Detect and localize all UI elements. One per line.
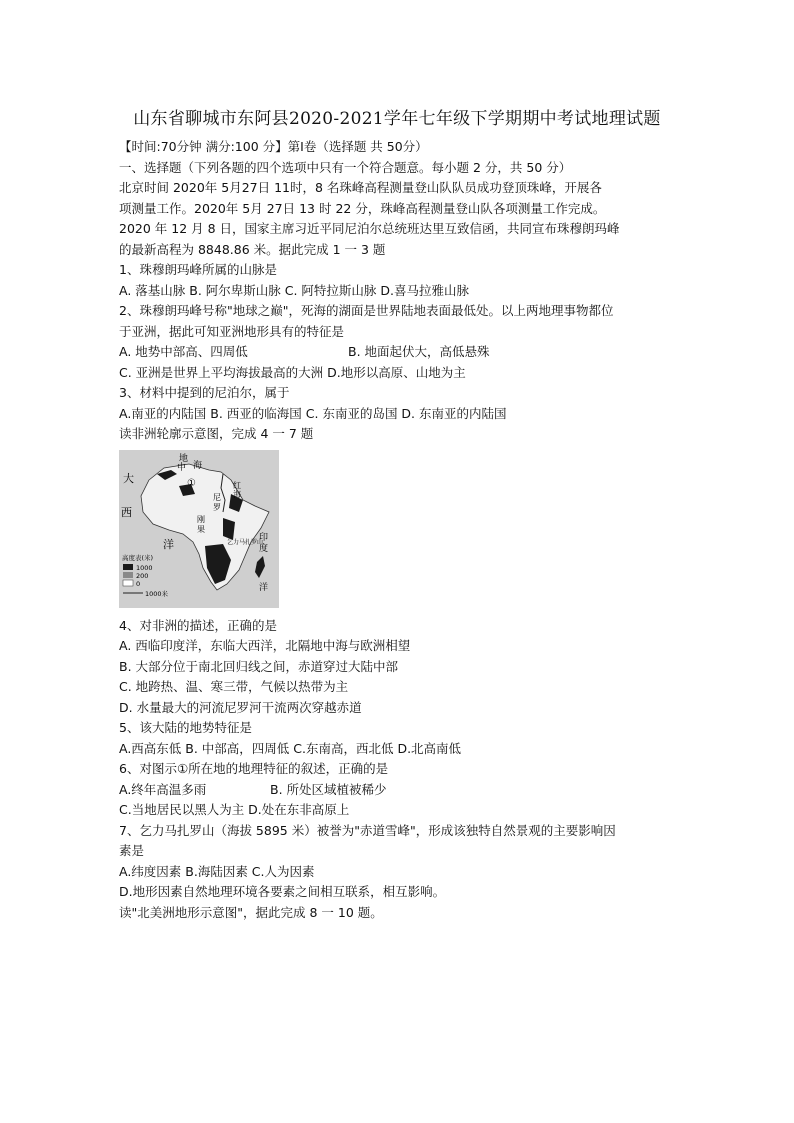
map-label: 洋 [163, 537, 174, 551]
question-4-stem: 4、对非洲的描述，正确的是 [119, 617, 277, 633]
legend-level: 0 [136, 579, 141, 588]
question-1-options: A. 落基山脉 B. 阿尔卑斯山脉 C. 阿特拉斯山脉 D.喜马拉雅山脉 [119, 282, 469, 298]
page-title: 山东省聊城市东阿县2020-2021学年七年级下学期期中考试地理试题 [133, 109, 661, 129]
map-label: 大 [123, 471, 134, 485]
question-2-stem: 2、珠穆朗玛峰号称"地球之巅"，死海的湖面是世界陆地表面最低处。以上两地理事物都位 [119, 303, 614, 318]
question-5-stem: 5、该大陆的地势特征是 [119, 720, 252, 735]
question-6-option-a: A.终年高温多雨 [119, 781, 207, 797]
passage-line: 北京时间 2020年 5月27日 11时，8 名珠峰高程测量登山队队员成功登顶珠峰，开展各 [119, 180, 602, 195]
map-label: 度 [259, 543, 269, 554]
africa-map-figure [119, 450, 279, 608]
legend-level: 1000 [136, 563, 153, 572]
legend-level: 200 [136, 571, 149, 580]
map-label: 中 [177, 462, 187, 473]
legend-swatch-mid [123, 572, 133, 578]
map-label: 海 [193, 460, 203, 471]
map-label: 印 [259, 532, 269, 543]
legend-title: 高度表(米) [122, 553, 154, 562]
map-label: ① [187, 477, 196, 489]
map-label: 刚 [197, 514, 205, 524]
map-intro: 读非洲轮廓示意图，完成 4 一 7 题 [119, 426, 314, 441]
question-3-stem: 3、材料中提到的尼泊尔，属于 [119, 385, 290, 400]
question-2-options-cd: C. 亚洲是世界上平均海拔最高的大洲 D.地形以高原、山地为主 [119, 364, 466, 380]
map-label: 红 [233, 480, 241, 490]
question-5-options: A.西高东低 B. 中部高，四周低 C.东南高，西北低 D.北高南低 [119, 740, 462, 756]
question-6-stem: 6、对图示①所在地的地理特征的叙述，正确的是 [119, 761, 389, 776]
question-3-options: A.南亚的内陆国 B. 西亚的临海国 C. 东南亚的岛国 D. 东南亚的内陆国 [119, 405, 507, 421]
map-label: 地 [179, 453, 189, 464]
question-1-stem: 1、珠穆朗玛峰所属的山脉是 [119, 262, 277, 277]
question-4-option: B. 大部分位于南北回归线之间，赤道穿过大陆中部 [119, 658, 399, 674]
map-label: 洋 [259, 582, 269, 593]
map-label: 尼 [213, 492, 221, 502]
question-7-stem: 7、乞力马扎罗山（海拔 5895 米）被誉为"赤道雪峰"，形成该独特自然景观的主要影响因 [119, 822, 616, 838]
passage-line: 的最新高程为 8848.86 米。据此完成 1 一 3 题 [119, 241, 386, 257]
passage-line: 项测量工作。2020年 5月 27日 13 时 22 分，珠峰高程测量登山队各项测量工作完成。 [119, 200, 606, 216]
map-label: 乞力马扎罗山 [227, 538, 264, 546]
question-2-options-ab [119, 342, 684, 363]
exam-body [119, 137, 684, 923]
legend-swatch-low [123, 580, 133, 586]
map-label: 罗 [213, 502, 221, 512]
map-label: 果 [197, 524, 205, 534]
question-4-option: C. 地跨热、温、寒三带，气候以热带为主 [119, 679, 349, 694]
next-intro: 读"北美洲地形示意图"，据此完成 8 一 10 题。 [119, 904, 383, 920]
question-4-option: D. 水量最大的河流尼罗河干流两次穿越赤道 [119, 699, 362, 715]
question-7-options-abc: A.纬度因素 B.海陆因素 C.人为因素 [119, 863, 315, 879]
question-4-option: A. 西临印度洋，东临大西洋，北隔地中海与欧洲相望 [119, 638, 411, 653]
map-label: 海 [233, 489, 241, 499]
scale-label: 1000米 [145, 589, 169, 598]
exam-meta: 【时间:70分钟 满分:100 分】第Ⅰ卷（选择题 共 50分） [119, 139, 428, 154]
section-heading: 一、选择题（下列各题的四个选项中只有一个符合题意。每小题 2 分，共 50 分） [119, 159, 572, 175]
passage-line: 2020 年 12 月 8 日，国家主席习近平同尼泊尔总统班达里互致信函，共同宣布珠穆朗玛峰 [119, 221, 620, 236]
question-6-options-cd: C.当地居民以黑人为主 D.处在东非高原上 [119, 802, 350, 817]
question-2-option-b: B. 地面起伏大，高低悬殊 [348, 344, 490, 359]
legend-swatch-high [123, 564, 133, 570]
question-7-option-d: D.地形因素自然地理环境各要素之间相互联系，相互影响。 [119, 884, 446, 899]
map-label: 西 [121, 505, 132, 519]
question-7-stem: 素是 [119, 843, 145, 858]
question-2-stem: 于亚洲，据此可知亚洲地形具有的特征是 [119, 323, 345, 339]
question-6-option-b: B. 所处区域植被稀少 [270, 781, 387, 797]
question-2-option-a: A. 地势中部高、四周低 [119, 344, 248, 359]
question-6-options-ab [119, 780, 684, 801]
africa-map [119, 450, 279, 608]
